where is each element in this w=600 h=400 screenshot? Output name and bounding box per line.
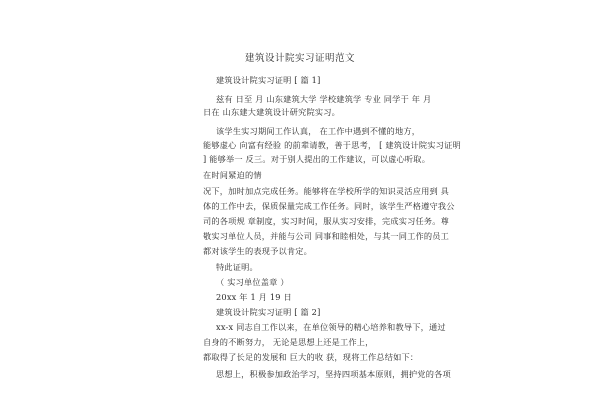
paragraph-line: 自身的不断努力， 无论是思想上还是工作上， xyxy=(203,337,374,347)
paragraph-line: 在时间紧迫的情 xyxy=(203,170,262,180)
section-heading-2: 建筑设计院实习证明 [ 篇 2] xyxy=(216,307,321,317)
paragraph-line: 日在 山东建大建筑设计研究院实习。 xyxy=(203,107,341,117)
paragraph-line: 况下，加时加点完成任务。能够将在学校所学的知识灵活应用到 具 xyxy=(203,186,450,196)
seal-note: （ 实习单位盖章 ） xyxy=(216,277,289,287)
section-heading-1: 建筑设计院实习证明 [ 篇 1] xyxy=(216,75,321,85)
paragraph-line: 兹有 日至 月 山东建筑大学 学校建筑学 专业 同学于 年 月 xyxy=(216,94,432,104)
paragraph-line: 都对该学生的表现予以肯定。 xyxy=(203,246,313,256)
paragraph-line: 能够虚心 向富有经验 的前辈请教，善于思考， [ 建筑设计院实习证明 xyxy=(203,140,461,150)
paragraph-line: 思想上，积极参加政治学习，坚持四项基本原则，拥护党的各项 xyxy=(216,369,451,379)
paragraph-line: 都取得了长足的发展和 巨大的收 获，现将工作总结如下： xyxy=(203,352,419,362)
paragraph-line: 体的工作中去，保质保量完成工作任务。同时，该学生严格遵守我公 xyxy=(203,201,455,211)
paragraph-line: 敬实习单位人员，并能与公司 同事和睦相处，与其一同工作的员工 xyxy=(203,231,450,241)
date-line: 20xx 年 1 月 19 日 xyxy=(216,292,292,302)
paragraph-line: 司的各项规 章制度，实习时间，服从实习安排，完成实习任务。尊 xyxy=(203,216,450,226)
document-title: 建筑设计院实习证明范文 xyxy=(244,53,355,64)
closing-statement: 特此证明。 xyxy=(216,262,258,272)
paragraph-line: 该学生实习期间工作认真， 在工作中遇到不懂的地方， xyxy=(216,126,421,136)
paragraph-line: xx-x 同志自工作以来，在单位领导的精心培养和教导下，通过 xyxy=(216,322,446,332)
paragraph-line: ] 能够举一 反三。对于别人提出的工作建议，可以虚心听取。 xyxy=(203,154,431,164)
